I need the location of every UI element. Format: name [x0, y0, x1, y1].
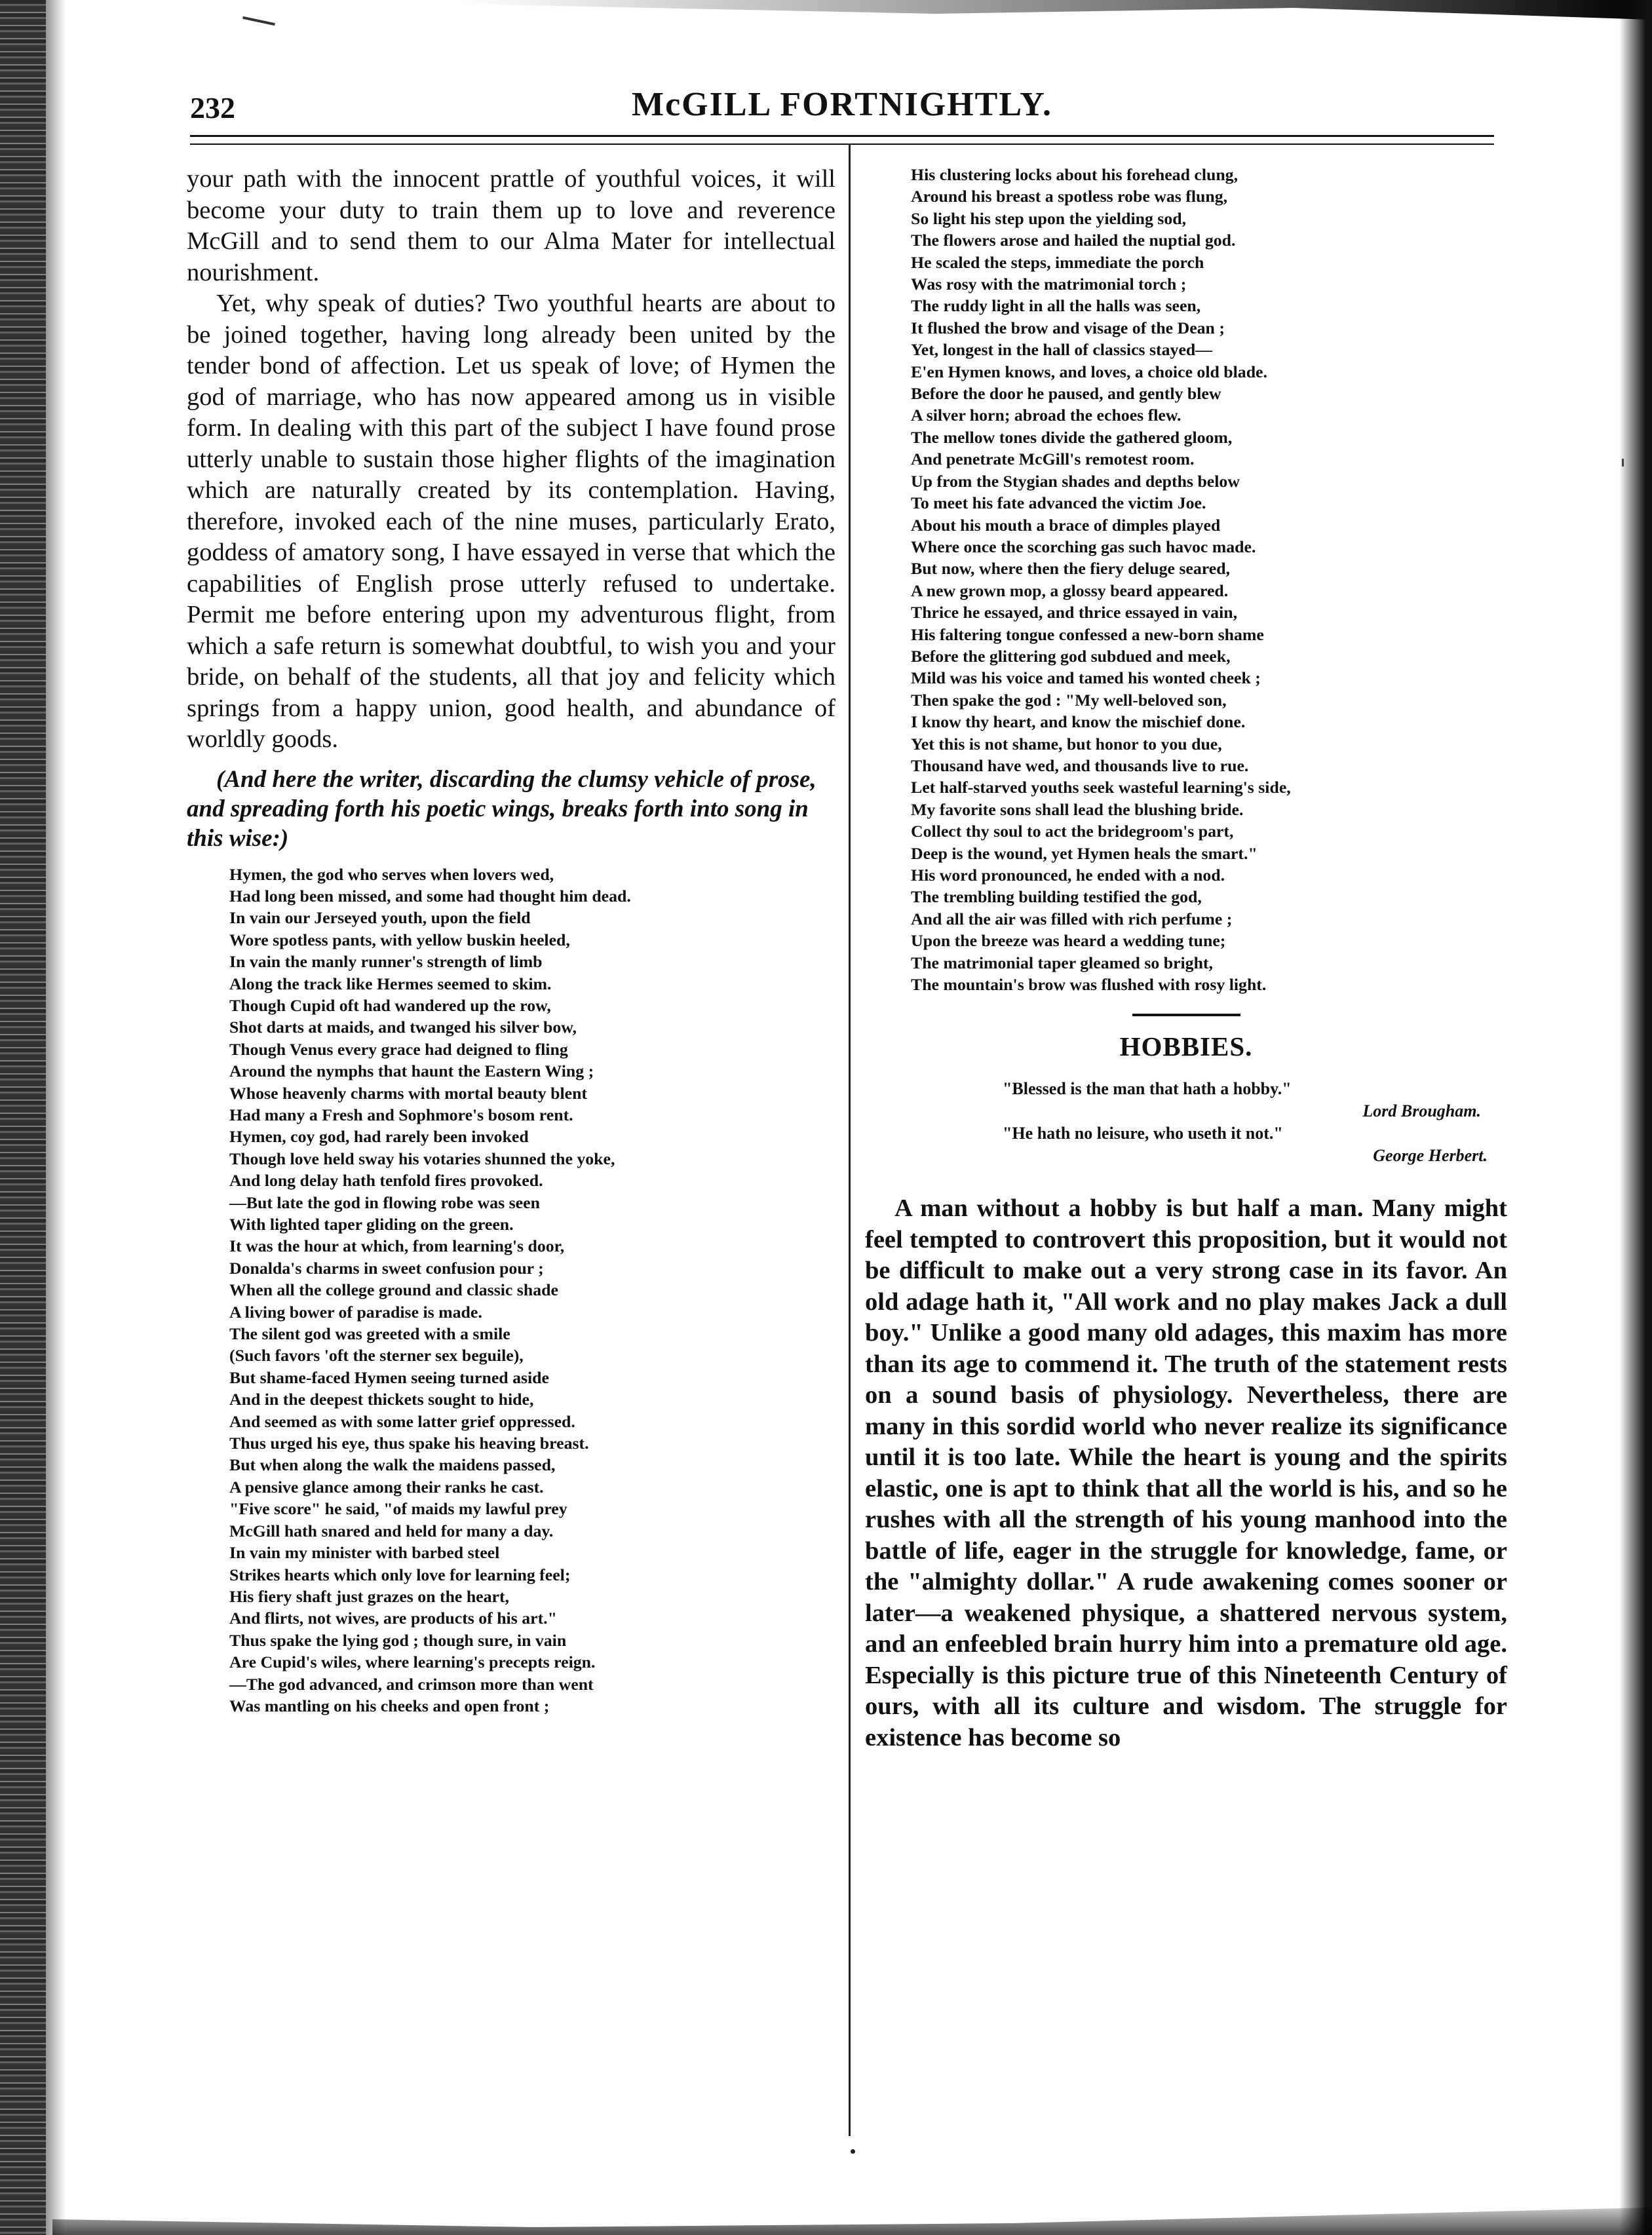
paragraph: your path with the innocent prattle of youthful voices, it will become your duty to train them up to love and reverence McGill and to send them to our Alma Mater for intellectual nourishment.	[187, 165, 836, 286]
verse-line: Though Venus every grace had deigned to fling	[229, 1039, 568, 1059]
verse-line: In vain my minister with barbed steel	[229, 1543, 500, 1563]
verse-line: Though love held sway his votaries shunned the yoke,	[229, 1149, 615, 1168]
verse-line: And penetrate McGill's remotest room.	[911, 449, 1195, 469]
verse-line: Up from the Stygian shades and depths below	[911, 471, 1240, 491]
verse-line: The trembling building testified the god,	[911, 887, 1202, 907]
verse-line: —The god advanced, and crimson more than went	[229, 1674, 594, 1694]
verse-line: He scaled the steps, immediate the porch	[911, 252, 1204, 272]
verse-line: Had long been missed, and some had thought him dead.	[229, 886, 631, 906]
verse-line: His word pronounced, he ended with a nod.	[911, 866, 1225, 885]
verse-line: Yet, longest in the hall of classics stayed—	[911, 340, 1213, 360]
verse-line: It was the hour at which, from learning's door,	[229, 1236, 565, 1256]
stray-tick	[1622, 459, 1624, 467]
verse-line: And flirts, not wives, are products of his art."	[229, 1609, 557, 1628]
scan-shadow-bottom	[52, 2196, 1652, 2235]
verse-line: Though Cupid oft had wandered up the row,	[229, 995, 551, 1015]
verse-line: Hymen, the god who serves when lovers wed,	[229, 864, 554, 884]
verse-line: Where once the scorching gas such havoc made.	[911, 537, 1256, 556]
verse-line: Deep is the wound, yet Hymen heals the smart."	[911, 843, 1258, 863]
verse-line: And in the deepest thickets sought to hide,	[229, 1390, 534, 1409]
verse-line: Thrice he essayed, and thrice essayed in vain,	[911, 603, 1238, 622]
verse-line: Hymen, coy god, had rarely been invoked	[229, 1127, 529, 1147]
verse-line: A silver horn; abroad the echoes flew.	[911, 406, 1181, 425]
paragraph: Yet, why speak of duties? Two youthful hearts are about to be joined together, having long already been united by the tender bond of affection. Let us speak of love; of Hymen the god of marriage, who has now appeared among us in visible form. In dealing with this part of the subject I have found prose utterly unable to sustain those higher flights of the imagination which are naturally created by its contemplation. Having, therefore, invoked each of the nine muses, particularly Erato, goddess of amatory song, I have essayed in verse that which the capabilities of English prose utterly refused to undertake. Permit me before entering upon my adventurous flight, from which a safe return is somewhat doubtful, to wish you and your bride, on behalf of the students, all that joy and felicity which springs from a happy union, good health, and abundance of worldly goods.	[187, 290, 836, 753]
verse-line: My favorite sons shall lead the blushing bride.	[911, 799, 1244, 819]
verse-line: A pensive glance among their ranks he cast.	[229, 1477, 544, 1497]
stray-mark	[242, 16, 275, 26]
poem-verse-left	[229, 864, 836, 1717]
verse-line: But when along the walk the maidens passed,	[229, 1455, 556, 1475]
verse-line: Yet this is not shame, but honor to you due,	[911, 734, 1222, 754]
verse-line: But now, where then the fiery deluge seared,	[911, 559, 1231, 579]
verse-line: Thousand have wed, and thousands live to rue.	[911, 755, 1249, 775]
page-header	[190, 79, 1494, 138]
scan-shadow-right	[1619, 0, 1652, 2235]
verse-line: And all the air was filled with rich perfume ;	[911, 909, 1233, 928]
verse-line: To meet his fate advanced the victim Joe.	[911, 493, 1206, 513]
verse-line: In vain the manly runner's strength of limb	[229, 952, 543, 972]
verse-line: McGill hath snared and held for many a day.	[229, 1521, 554, 1540]
verse-line: When all the college ground and classic shade	[229, 1280, 558, 1300]
verse-line: A new grown mop, a glossy beard appeared.	[911, 581, 1229, 600]
verse-introduction: (And here the writer, discarding the clumsy vehicle of prose, and spreading forth his poetic wings, breaks forth into song in this wise:)	[187, 765, 816, 852]
verse-line: Strikes hearts which only love for learning feel;	[229, 1565, 571, 1584]
verse-line: Let half-starved youths seek wasteful learning's side,	[911, 778, 1291, 797]
verse-line: Then spake the god : "My well-beloved son,	[911, 690, 1227, 710]
epigraph-block	[865, 1078, 1507, 1167]
verse-line: E'en Hymen knows, and loves, a choice old blade.	[911, 362, 1267, 381]
verse-line: So light his step upon the yielding sod,	[911, 208, 1187, 228]
verse-line: And seemed as with some latter grief oppressed.	[229, 1411, 575, 1431]
verse-line: The matrimonial taper gleamed so bright,	[911, 953, 1213, 972]
epigraph-quote: "He hath no leisure, who useth it not."	[1003, 1124, 1283, 1143]
verse-line: Upon the breeze was heard a wedding tune;	[911, 931, 1226, 951]
poem-verse-right	[911, 164, 1507, 995]
paragraph: A man without a hobby is but half a man. Many might feel tempted to controvert this proposition, but it would not be difficult to make out a very strong case in its favor. An old adage hath it, "All work and no play makes Jack a dull boy." Unlike a good many old adages, this maxim has more than its age to commend it. The truth of the statement rests on a sound basis of physiology. Nevertheless, there are many in this sordid world who never realize its significance until it is too late. While the heart is young and the spirits elastic, one is apt to think that all the world is his, and so he rushes with all the strength of his young manhood into the battle of life, eager in the struggle for knowledge, fame, or the "almighty dollar." A rude awakening comes sooner or later—a weakened physique, a shattered nervous system, and an enfeebled brain hurry him into a premature old age. Especially is this picture true of this Nineteenth Century of ours, with all its culture and wisdom. The struggle for existence has become so	[865, 1194, 1507, 1751]
verse-line: Before the door he paused, and gently blew	[911, 384, 1221, 404]
verse-line: Had many a Fresh and Sophmore's bosom rent.	[229, 1105, 573, 1124]
stray-dot	[851, 2149, 855, 2154]
verse-line: And long delay hath tenfold fires provoked.	[229, 1171, 543, 1191]
verse-line: The ruddy light in all the halls was seen,	[911, 296, 1201, 316]
scan-shadow-top	[459, 0, 1652, 20]
verse-line: Along the track like Hermes seemed to skim.	[229, 974, 552, 993]
verse-line: A living bower of paradise is made.	[229, 1302, 482, 1322]
verse-line: It flushed the brow and visage of the Dean ;	[911, 318, 1225, 337]
verse-line: The mellow tones divide the gathered gloom,	[911, 427, 1233, 447]
verse-line: Before the glittering god subdued and meek,	[911, 646, 1231, 666]
page-number: 232	[190, 91, 235, 124]
verse-line: The flowers arose and hailed the nuptial god.	[911, 231, 1236, 250]
verse-line: Thus spake the lying god ; though sure, in vain	[229, 1630, 567, 1650]
section-title: HOBBIES.	[1119, 1031, 1253, 1062]
verse-line: Mild was his voice and tamed his wonted cheek ;	[911, 668, 1261, 688]
section-divider	[1132, 1014, 1240, 1016]
verse-line: Are Cupid's wiles, where learning's precepts reign.	[229, 1652, 596, 1672]
epigraph-author: George Herbert.	[1373, 1146, 1488, 1166]
verse-line: Around his breast a spotless robe was flung,	[911, 187, 1228, 206]
verse-line: Thus urged his eye, thus spake his heaving breast.	[229, 1434, 589, 1453]
verse-line: Around the nymphs that haunt the Eastern Wing ;	[229, 1061, 594, 1081]
right-column	[865, 164, 1507, 1753]
verse-line: Collect thy soul to act the bridegroom's part,	[911, 822, 1234, 841]
running-head: McGILL FORTNIGHTLY.	[631, 86, 1053, 123]
verse-line: (Such favors 'oft the sterner sex beguile),	[229, 1346, 524, 1366]
verse-line: In vain our Jerseyed youth, upon the field	[229, 908, 531, 928]
verse-line: Was mantling on his cheeks and open front ;	[229, 1696, 550, 1715]
verse-line: —But late the god in flowing robe was seen	[229, 1193, 540, 1212]
verse-line: "Five score" he said, "of maids my lawful prey	[229, 1499, 567, 1519]
verse-line: About his mouth a brace of dimples played	[911, 515, 1221, 535]
verse-line: Whose heavenly charms with mortal beauty blent	[229, 1083, 588, 1103]
epigraph-author: Lord Brougham.	[1362, 1101, 1481, 1121]
epigraph-quote: "Blessed is the man that hath a hobby."	[1003, 1079, 1292, 1099]
verse-line: Donalda's charms in sweet confusion pour ;	[229, 1258, 544, 1278]
verse-line: But shame-faced Hymen seeing turned aside	[229, 1367, 549, 1387]
left-column	[187, 164, 836, 1717]
column-divider	[849, 144, 851, 2136]
verse-line: His faltering tongue confessed a new-born shame	[911, 624, 1264, 644]
verse-line: With lighted taper gliding on the green.	[229, 1215, 514, 1234]
verse-line: The silent god was greeted with a smile	[229, 1324, 510, 1344]
scan-shadow-left	[0, 0, 46, 2235]
verse-line: Wore spotless pants, with yellow buskin heeled,	[229, 930, 570, 949]
header-rule	[190, 135, 1494, 145]
verse-line: Shot darts at maids, and twanged his silver bow,	[229, 1018, 577, 1037]
verse-line: The mountain's brow was flushed with rosy light.	[911, 975, 1267, 995]
verse-line: Was rosy with the matrimonial torch ;	[911, 275, 1187, 294]
verse-line: I know thy heart, and know the mischief done.	[911, 712, 1246, 732]
verse-line: His fiery shaft just grazes on the heart,	[229, 1586, 510, 1606]
verse-line: His clustering locks about his forehead clung,	[911, 165, 1239, 184]
